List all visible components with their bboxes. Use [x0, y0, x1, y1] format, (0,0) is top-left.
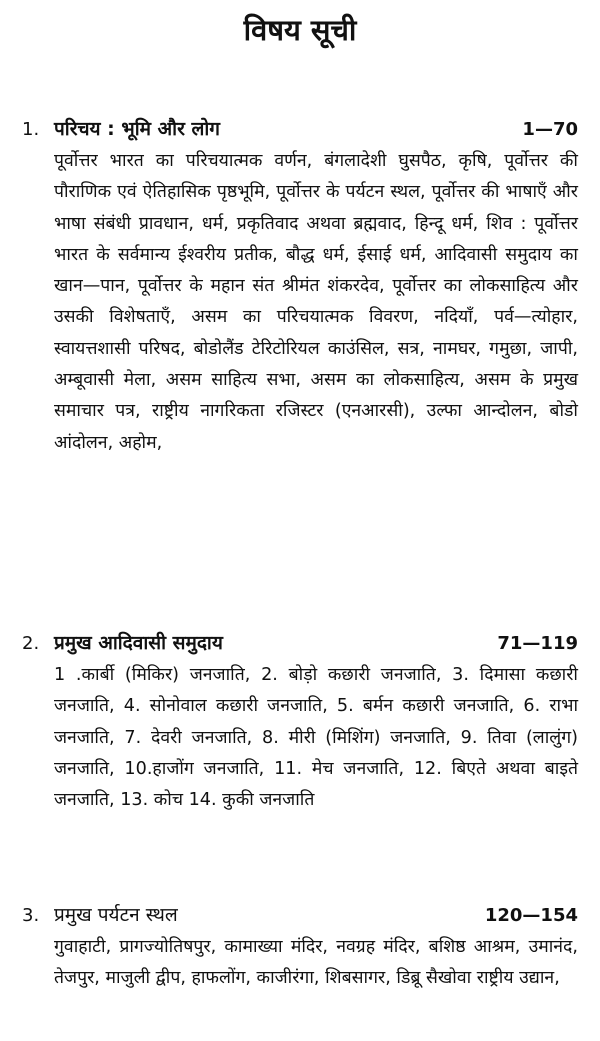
chapter-3 — [22, 898, 578, 995]
chapter-page-range: 71—119 — [497, 633, 578, 654]
chapter-topics: 1 .कार्बी (मिकिर) जनजाति, 2. बोड़ो कछारी जनजाति, 3. दिमासा कछारी जनजाति, 4. सोनोवाल कछारी जनजाति, 5. बर्मन कछारी जनजाति, 6. राभा जनजाति, 7. देवरी जनजाति, 8. मीरी (मिशिंग) जनजाति, 9. तिवा (लालुंग) जनजाति, 10.हाजोंग जनजाति, 11. मेच जनजाति, 12. बिएते अथवा बाइते जनजाति, 13. कोच 14. कुकी जनजाति — [54, 665, 578, 811]
chapter-title: प्रमुख पर्यटन स्थल — [54, 904, 178, 926]
chapter-topics: पूर्वोत्तर भारत का परिचयात्मक वर्णन, बंगलादेशी घुसपैठ, कृषि, पूर्वोत्तर की पौराणिक एवं ऐतिहासिक पृष्ठभूमि, पूर्वोत्तर के पर्यटन स्थल, पूर्वोत्तर की भाषाएँ और भाषा संबंधी प्रावधान, धर्म, प्रकृतिवाद अथवा ब्रह्मवाद, हिन्दू धर्म, शिव : पूर्वोत्तर भारत के सर्वमान्य ईश्वरीय प्रतीक, बौद्ध धर्म, ईसाई धर्म, आदिवासी समुदाय का खान—पान, पूर्वोत्तर के महान संत श्रीमंत शंकरदेव, पूर्वोत्तर का लोकसाहित्य और उसकी विशेषताएँ, असम का परिचयात्मक विवरण, नदियाँ, पर्व—त्योहार, स्वायत्तशासी परिषद, बोडोलैंड टेरिटोरियल काउंसिल, सत्र, नामघर, गमुछा, जापी, अम्बूवासी मेला, असम साहित्य सभा, असम का लोकसाहित्य, असम के प्रमुख समाचार पत्र, राष्ट्रीय नागरिकता रजिस्टर (एनआरसी), उल्फा आन्दोलन, बोडो आंदोलन, अहोम, — [54, 151, 578, 453]
chapter-number: 2. — [22, 633, 40, 654]
chapter-1 — [22, 112, 578, 459]
chapter-heading — [22, 898, 578, 932]
chapter-page-range: 1—70 — [522, 119, 578, 140]
chapter-2 — [22, 626, 578, 816]
chapter-heading — [22, 112, 578, 146]
chapter-title: परिचय : भूमि और लोग — [54, 118, 220, 140]
chapter-number: 3. — [22, 905, 40, 926]
chapter-number: 1. — [22, 119, 40, 140]
chapter-topics: गुवाहाटी, प्रागज्योतिषपुर, कामाख्या मंदिर, नवग्रह मंदिर, बशिष्ठ आश्रम, उमानंद, तेजपुर, माजुली द्वीप, हाफलोंग, काजीरंगा, शिबसागर, डिब्रू सैखोवा राष्ट्रीय उद्यान, — [54, 937, 578, 989]
chapter-page-range: 120—154 — [484, 905, 578, 926]
chapter-heading — [22, 626, 578, 660]
page-title: विषय सूची — [243, 13, 357, 47]
chapter-title: प्रमुख आदिवासी समुदाय — [54, 632, 223, 654]
